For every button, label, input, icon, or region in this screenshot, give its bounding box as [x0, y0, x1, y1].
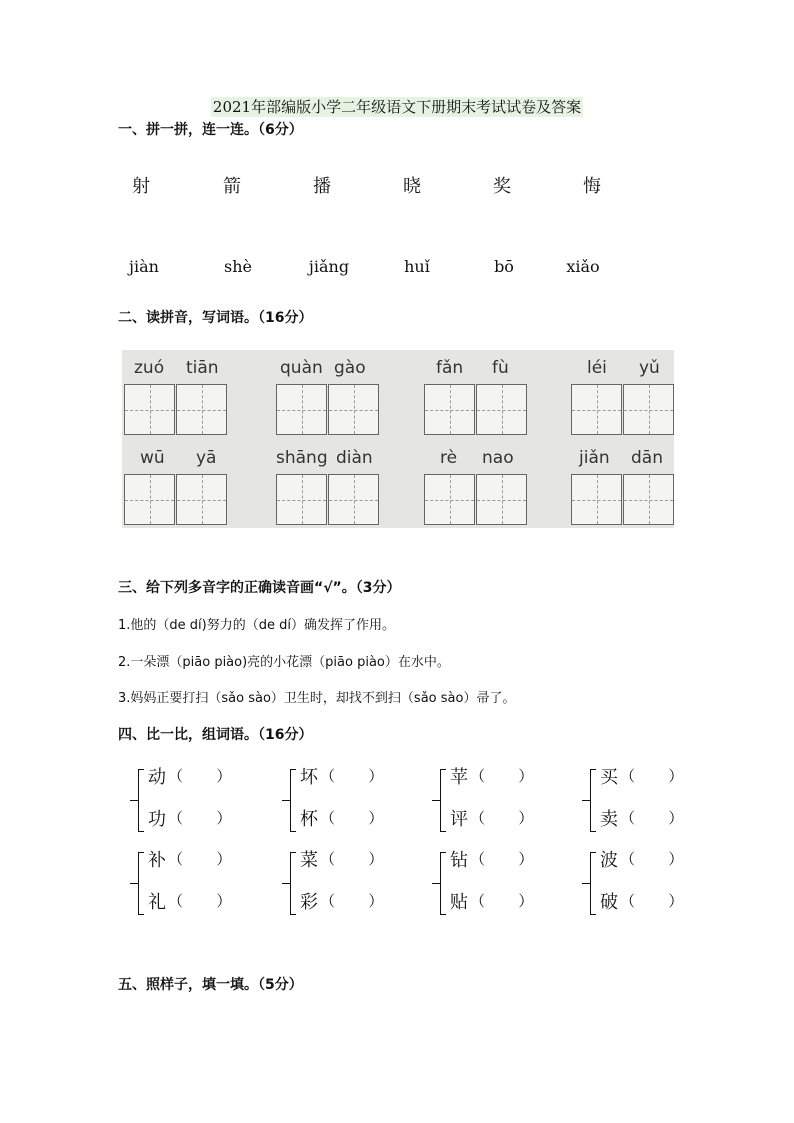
writing-box[interactable]: [476, 384, 527, 435]
pinyin-syllable: quàn: [280, 358, 323, 378]
writing-box[interactable]: [424, 474, 475, 525]
writing-box[interactable]: [276, 384, 327, 435]
compare-char: 补: [148, 850, 166, 871]
compare-pair: [432, 852, 582, 922]
writing-box[interactable]: [176, 384, 227, 435]
compare-char: 礼: [148, 892, 166, 913]
pinyin-syllable: shāng: [276, 448, 328, 468]
answer-blank[interactable]: （ ）: [168, 892, 232, 910]
writing-box[interactable]: [623, 474, 674, 525]
pinyin-syllable: wū: [140, 448, 165, 468]
writing-box[interactable]: [176, 474, 227, 525]
compare-char: 破: [600, 892, 618, 913]
compare-pair: [432, 769, 582, 839]
question-line: 3.妈妈正要打扫（sǎo sào）卫生时，却找不到扫（sǎo sào）帚了。: [118, 691, 516, 706]
pinyin-syllable: zuó: [134, 358, 165, 378]
writing-box[interactable]: [424, 384, 475, 435]
compare-pair: [282, 769, 432, 839]
answer-blank[interactable]: （ ）: [620, 809, 684, 827]
char-item: 悔: [583, 176, 601, 197]
answer-blank[interactable]: （ ）: [470, 767, 534, 785]
compare-char: 杯: [300, 809, 318, 830]
pinyin-item: bō: [494, 257, 514, 276]
pinyin-syllable: gào: [334, 358, 366, 378]
pinyin-syllable: nao: [482, 448, 514, 468]
pinyin-syllable: fù: [492, 358, 509, 378]
compare-pair: [282, 852, 432, 922]
compare-pair: [582, 852, 732, 922]
char-item: 箭: [223, 176, 241, 197]
compare-char: 功: [148, 809, 166, 830]
pinyin-syllable: fǎn: [436, 358, 464, 378]
answer-blank[interactable]: （ ）: [620, 767, 684, 785]
char-item: 射: [132, 176, 150, 197]
char-item: 播: [313, 176, 331, 197]
question-line: 1.他的（de dí)努力的（de dí）确发挥了作用。: [118, 618, 395, 633]
answer-blank[interactable]: （ ）: [470, 892, 534, 910]
writing-box[interactable]: [124, 384, 175, 435]
compare-char: 彩: [300, 892, 318, 913]
section1-heading: 一、拼一拼，连一连。（6分）: [118, 122, 303, 138]
pinyin-syllable: léi: [587, 358, 607, 378]
answer-blank[interactable]: （ ）: [470, 850, 534, 868]
pinyin-syllable: yā: [196, 448, 217, 468]
pinyin-item: huǐ: [404, 257, 430, 276]
writing-box[interactable]: [328, 384, 379, 435]
section2-heading: 二、读拼音，写词语。（16分）: [118, 310, 313, 326]
answer-blank[interactable]: （ ）: [168, 767, 232, 785]
compare-char: 动: [148, 767, 166, 788]
compare-char: 菜: [300, 850, 318, 871]
answer-blank[interactable]: （ ）: [320, 809, 384, 827]
compare-char: 买: [600, 767, 618, 788]
writing-box[interactable]: [623, 384, 674, 435]
compare-char: 评: [450, 809, 468, 830]
pinyin-item: xiǎo: [566, 257, 600, 276]
compare-pair: [582, 769, 732, 839]
pinyin-item: jiǎng: [308, 257, 350, 276]
char-item: 晓: [403, 176, 421, 197]
pinyin-item: jiàn: [129, 257, 159, 276]
compare-char: 苹: [450, 767, 468, 788]
question-line: 2.一朵漂（piāo piào)亮的小花漂（piāo piào）在水中。: [118, 655, 450, 670]
pinyin-syllable: rè: [440, 448, 458, 468]
char-item: 奖: [493, 176, 511, 197]
section5-heading: 五、照样子，填一填。（5分）: [118, 977, 303, 993]
writing-box[interactable]: [476, 474, 527, 525]
compare-char: 波: [600, 850, 618, 871]
pinyin-writing-panel: [122, 350, 674, 528]
writing-box[interactable]: [328, 474, 379, 525]
pinyin-syllable: dān: [631, 448, 663, 468]
answer-blank[interactable]: （ ）: [320, 767, 384, 785]
answer-blank[interactable]: （ ）: [470, 809, 534, 827]
compare-pair: [130, 769, 280, 839]
compare-pair: [130, 852, 280, 922]
compare-char: 坏: [300, 767, 318, 788]
answer-blank[interactable]: （ ）: [168, 809, 232, 827]
section3-heading: 三、给下列多音字的正确读音画“√”。（3分）: [118, 580, 401, 596]
answer-blank[interactable]: （ ）: [168, 850, 232, 868]
answer-blank[interactable]: （ ）: [320, 850, 384, 868]
page-title: 2021年部编版小学二年级语文下册期末考试试卷及答案: [212, 98, 582, 116]
pinyin-item: shè: [224, 257, 252, 276]
writing-box[interactable]: [124, 474, 175, 525]
answer-blank[interactable]: （ ）: [620, 850, 684, 868]
compare-char: 钻: [450, 850, 468, 871]
writing-box[interactable]: [571, 384, 622, 435]
section4-heading: 四、比一比，组词语。（16分）: [118, 727, 313, 743]
writing-box[interactable]: [571, 474, 622, 525]
pinyin-syllable: yǔ: [639, 358, 660, 378]
pinyin-syllable: tiān: [186, 358, 219, 378]
answer-blank[interactable]: （ ）: [320, 892, 384, 910]
compare-char: 卖: [600, 809, 618, 830]
compare-char: 贴: [450, 892, 468, 913]
pinyin-syllable: diàn: [336, 448, 373, 468]
pinyin-syllable: jiǎn: [579, 448, 610, 468]
answer-blank[interactable]: （ ）: [620, 892, 684, 910]
writing-box[interactable]: [276, 474, 327, 525]
